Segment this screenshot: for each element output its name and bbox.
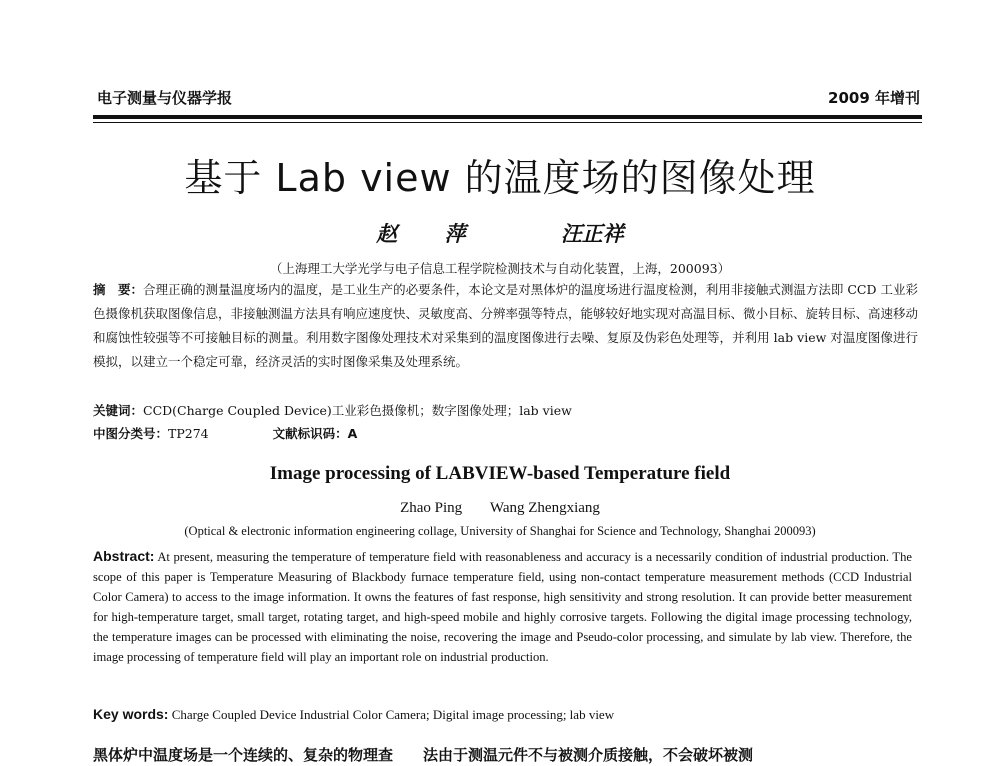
cn-author-2: 汪正祥 [560,221,624,246]
en-abstract-label: Abstract: [93,548,155,564]
cn-author-1: 赵 萍 [376,221,466,246]
header-rule-thick [93,115,922,119]
cn-abstract [93,278,918,374]
en-abstract-text: At present, measuring the temperature of temperature field with reasonableness and accuracy is a necessarily condition of industrial production. The scope of this paper is Temperature Measuring of Blackbody furnace temperature field, using non-contact temperature measurement methods (CCD Industrial Color Camera) to access to the image information. It owns the features of fast response, high sensitivity and strong resolution. It can provide better measurement for high-temperature target, small target, rotating target, and high-speed mobile and highly corrosive targets. Following the digital image processing technology, the temperature images can be processed with eliminating the noise, recovering the image and Pseudo-color processing, and simulate by lab view. Therefore, the image processing of temperature field will play an important role on industrial production. [93,550,912,664]
en-keywords-text: Charge Coupled Device Industrial Color Camera; Digital image processing; lab view [171,707,615,722]
en-authors [0,500,1000,517]
cn-keywords-label: 关键词： [93,403,144,418]
header-rule-thin [93,122,922,123]
cn-affiliation: （上海理工大学光学与电子信息工程学院检测技术与自动化装置，上海，200093） [269,261,731,276]
doc-code-value: A [347,426,358,441]
cn-abstract-label: 摘 要： [93,282,144,297]
journal-name: 电子测量与仪器学报 [97,89,233,107]
en-author-2: Wang Zhengxiang [489,500,600,516]
body-first-line: 黑体炉中温度场是一个连续的、复杂的物理查 法由于测温元件不与被测介质接触，不会破坏被测 [93,746,754,764]
en-author-1: Zhao Ping [400,500,463,516]
cn-abstract-text: 合理正确的测量温度场内的温度，是工业生产的必要条件，本论文是对黑体炉的温度场进行温度检测，利用非接触式测温方法即 CCD 工业彩色摄像机获取图像信息，非接触测温方法具有响应速度快、灵敏度高、分辨率强等特点，能够较好地实现对高温目标、微小目标、旋转目标、高速移动和腐蚀性较强等不可接触目标的测量。利用数字图像处理技术对采集到的温度图像进行去噪、复原及伪彩色处理等，并利用 lab view 对温度图像进行模拟，以建立一个稳定可靠，经济灵活的实时图像采集及处理系统。 [93,282,919,369]
en-keywords-label: Key words: [93,706,169,722]
class-label: 中图分类号： [93,426,169,441]
doc-code-label: 文献标识码： [272,426,348,441]
cn-keywords-text: CCD(Charge Coupled Device)工业彩色摄像机；数字图像处理；lab view [143,403,572,418]
en-abstract [93,546,912,667]
issue-label: 2009 年增刊 [828,89,920,107]
cn-authors [0,218,1000,248]
en-keywords [93,704,912,725]
class-value: TP274 [168,426,209,441]
en-title: Image processing of LABVIEW-based Temperature field [269,463,731,484]
cn-classification [93,423,918,445]
en-affiliation: (Optical & electronic information engineering collage, University of Shanghai for Science and Technology, Shanghai 200093) [184,524,816,538]
cn-title: 基于 Lab view 的温度场的图像处理 [184,156,816,200]
cn-keywords [93,400,918,422]
journal-header [97,82,920,108]
